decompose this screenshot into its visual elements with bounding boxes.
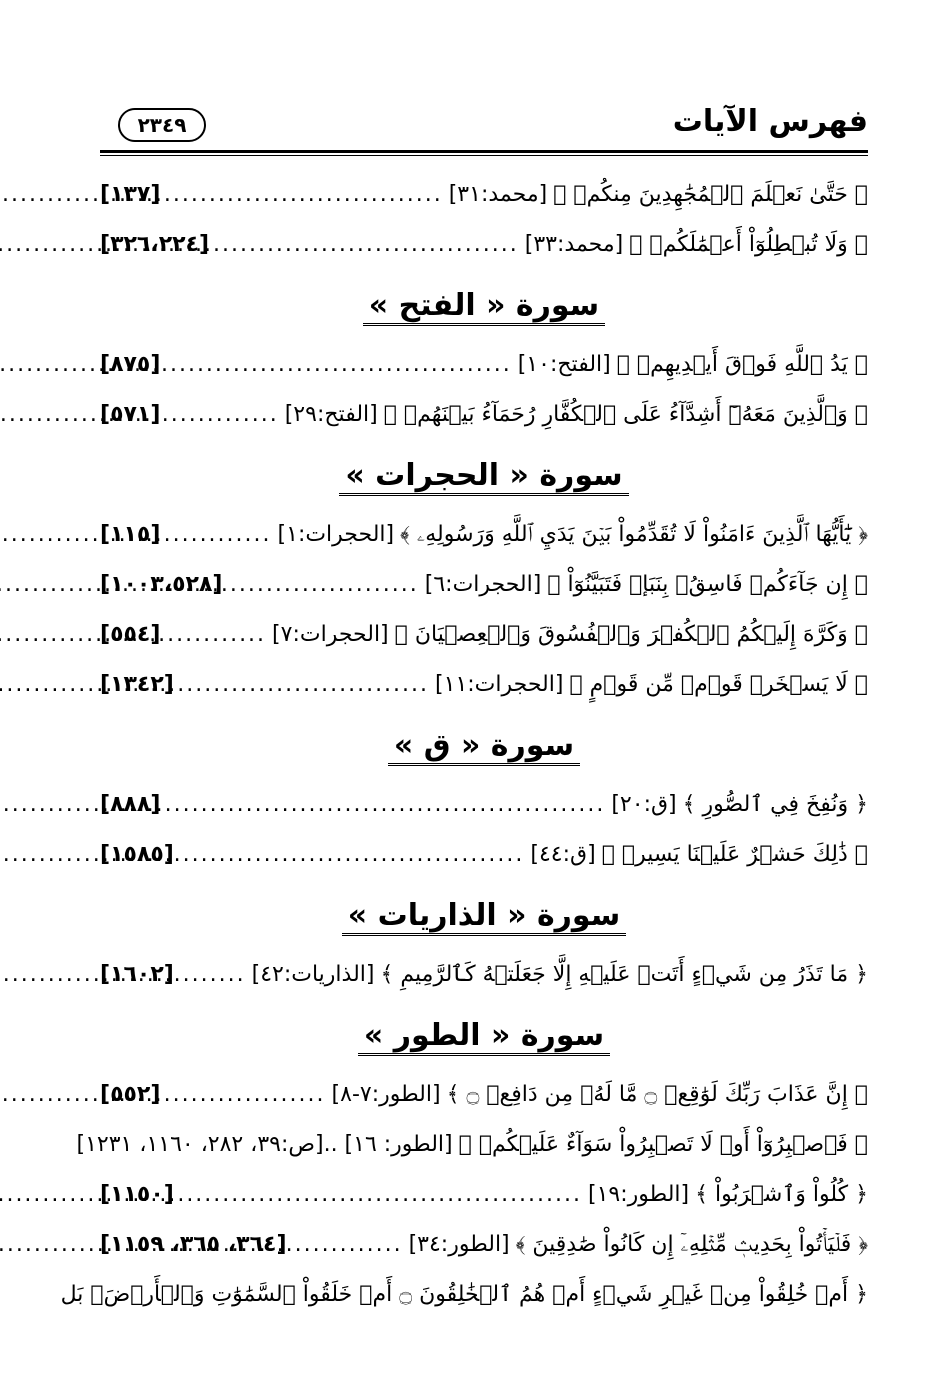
surah-section-al-fath (100, 284, 868, 440)
verse-reference: [الذاريات:٤٢] (251, 962, 375, 987)
leader-dots (180, 660, 429, 710)
list-item (100, 1220, 868, 1270)
surah-section-adh-dhariyat (100, 894, 868, 1000)
verse-reference: [محمد:٣١] (448, 182, 548, 207)
list-item (100, 950, 868, 1000)
running-title: فهرس الآيات (672, 104, 868, 139)
list-item (100, 510, 868, 560)
page-references: [١٦٠٢] (100, 962, 174, 987)
verse-text: ﴿ إِن جَآءَكُمۡ فَاسِقُۢ بِنَبَإٖ فَتَبَيَّنُوٓاْ ﴾ (547, 572, 868, 597)
surah-heading: سورة « ق » (100, 724, 868, 774)
verse-text: ﴿ وَلَا تُبۡطِلُوٓاْ أَعۡمَٰلَكُمۡ ﴾ (629, 232, 868, 257)
leader-dots (166, 510, 271, 560)
verse-text: ﴿ وَٱلَّذِينَ مَعَهُۥٓ أَشِدَّآءُ عَلَى ٱلۡكُفَّارِ رُحَمَآءُ بَيۡنَهُمۡ ﴾ (383, 402, 868, 427)
list-item (100, 560, 868, 610)
list-item (100, 780, 868, 830)
leader-dots (166, 780, 605, 830)
surah-heading: سورة « الفتح » (100, 284, 868, 334)
leader-dots (293, 1220, 403, 1270)
leader-dots (228, 560, 418, 610)
leader-dots (166, 1070, 325, 1120)
verse-text: ﴿ يَٰٓأَيُّهَا ٱلَّذِينَ ءَامَنُواْ لَا تُقَدِّمُواْ بَيۡنَ يَدَيِ ٱللَّهِ وَرَسُولِهِۦ ﴾ (400, 522, 868, 547)
list-item (100, 390, 868, 440)
verse-reference: [محمد:٣٣] (524, 232, 624, 257)
verse-text: ﴿ وَكَرَّهَ إِلَيۡكُمُ ٱلۡكُفۡرَ وَٱلۡفُسُوقَ وَٱلۡعِصۡيَانَ ﴾ (394, 622, 868, 647)
verse-reference: [الحجرات:١] (277, 522, 395, 547)
leader-dots (166, 610, 266, 660)
list-item (76, 1120, 868, 1170)
leader-dots (166, 170, 442, 220)
list-item (100, 610, 868, 660)
page-references: [٥٥٤] (100, 622, 161, 647)
page-header (100, 100, 868, 148)
leader-dots (180, 830, 525, 880)
page-references: [٥٧١] (100, 402, 161, 427)
verse-reference: [الطور:١٩] (588, 1182, 690, 1207)
verse-text: ﴿ مَا تَذَرُ مِن شَيۡءٍ أَتَتۡ عَلَيۡهِ إِلَّا جَعَلَتۡهُ كَٱلرَّمِيمِ ﴾ (380, 962, 868, 987)
page-references: [١٣٤٢] (100, 672, 174, 697)
verse-reference: [الطور: ١٦] ..[ص:٣٩، ٢٨٢، ١١٦٠، ١٢٣١] (76, 1132, 453, 1157)
list-item (100, 220, 868, 270)
page-references: [١١٥] (100, 522, 161, 547)
verse-text: ﴿ وَنُفِخَ فِي ٱلصُّورِ ﴾ (682, 792, 868, 817)
verse-reference: [الفتح:١٠] (517, 352, 611, 377)
verse-text: ﴿ كُلُواْ وَٱشۡرَبُواْ ﴾ (695, 1182, 868, 1207)
page-references: [١١٥٠] (100, 1182, 174, 1207)
surah-heading: سورة « الحجرات » (100, 454, 868, 504)
verse-reference: [الحجرات:٦] (424, 572, 542, 597)
verse-reference: [الحجرات:١١] (435, 672, 564, 697)
verse-text: ﴿ يَدُ ٱللَّهِ فَوۡقَ أَيۡدِيهِمۡ ﴾ (616, 352, 868, 377)
page-references: [١٣٧] (100, 182, 161, 207)
list-item (100, 170, 868, 220)
page-references: [٣٦٤، ٣٦٥، ١١٥٩] (100, 1232, 287, 1257)
verse-text: ﴿ لَا يَسۡخَرۡ قَوۡمٞ مِّن قَوۡمٍ ﴾ (569, 672, 868, 697)
list-item (100, 1170, 868, 1220)
verse-reference: [الطور:٧-٨] (331, 1082, 441, 1107)
verse-reference: [ق:٤٤] (530, 842, 596, 867)
page-references: [٣٢٦،٢٢٤] (100, 232, 210, 257)
leader-dots (166, 390, 278, 440)
page-number-badge: ٢٣٤٩ (118, 108, 206, 142)
verse-reference: [ق:٢٠] (611, 792, 677, 817)
leader-dots (215, 220, 519, 270)
leader-dots (166, 340, 511, 390)
verse-text: ﴿ أَمۡ خُلِقُواْ مِنۡ غَيۡرِ شَيۡءٍ أَمۡ هُمُ ٱلۡخَٰلِقُونَ ۝ أَمۡ خَلَقُواْ ٱلسَّمَٰوَٰتِ وَٱلۡأَرۡضَۚ بَل (60, 1282, 868, 1307)
surah-heading: سورة « الذاريات » (100, 894, 868, 944)
page-references: [٥٥٢] (100, 1082, 161, 1107)
surah-section-qaf (100, 724, 868, 880)
verse-text: ﴿ إِنَّ عَذَابَ رَبِّكَ لَوَٰقِعٞ ۝ مَّا لَهُۥ مِن دَافِعٖ ۝ ﴾ (446, 1082, 868, 1107)
list-item (100, 660, 868, 710)
surah-section-al-hujurat (100, 454, 868, 710)
list-item (60, 1270, 868, 1320)
leader-dots (180, 1170, 582, 1220)
verse-reference: [الطور:٣٤] (408, 1232, 510, 1257)
verse-text: ﴿ فَٱصۡبِرُوٓاْ أَوۡ لَا تَصۡبِرُواْ سَوَآءٌ عَلَيۡكُمۡ ﴾ (458, 1132, 868, 1157)
verse-text: ﴿ ذَٰلِكَ حَشۡرٌ عَلَيۡنَا يَسِيرٞ ﴾ (601, 842, 868, 867)
verse-text: ﴿ فَلۡيَأۡتُواْ بِحَدِيثٖ مِّثۡلِهِۦٓ إِن كَانُواْ صَٰدِقِينَ ﴾ (515, 1232, 868, 1257)
list-item (100, 830, 868, 880)
page-references: [٨٨٨] (100, 792, 161, 817)
verse-text: ﴿ حَتَّىٰ نَعۡلَمَ ٱلۡمُجَٰهِدِينَ مِنكُمۡ ﴾ (553, 182, 868, 207)
page-references: [٨٧٥] (100, 352, 161, 377)
list-item (100, 1070, 868, 1120)
index-page (60, 100, 868, 1320)
page-references: [١٥٨٥] (100, 842, 174, 867)
verse-reference: [الحجرات:٧] (272, 622, 389, 647)
page-references: [١٠٠٣،٥٢٨] (100, 572, 223, 597)
list-item (100, 340, 868, 390)
leader-dots (180, 950, 246, 1000)
header-divider (100, 150, 868, 156)
surah-heading: سورة « الطور » (100, 1014, 868, 1064)
verse-reference: [الفتح:٢٩] (284, 402, 378, 427)
surah-section-at-tur (60, 1014, 868, 1320)
top-entries (100, 170, 868, 270)
